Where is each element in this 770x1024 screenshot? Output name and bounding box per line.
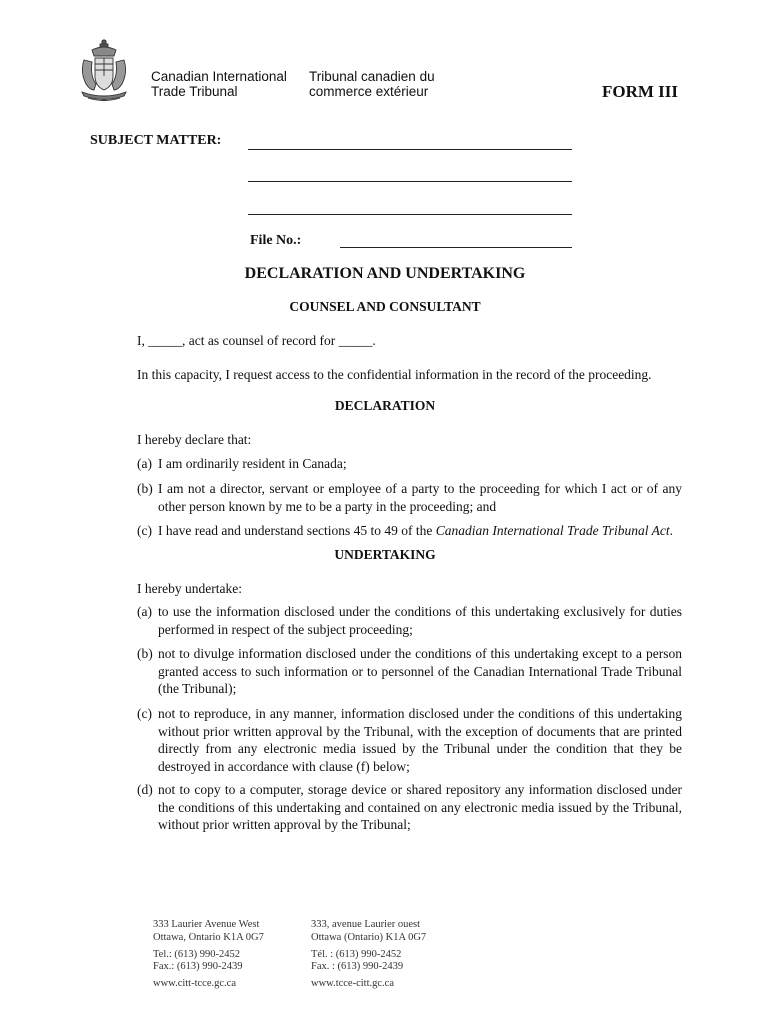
org-name-fr	[309, 69, 435, 99]
item-letter: (c)	[137, 523, 152, 538]
item-text: I am ordinarily resident in Canada;	[158, 456, 347, 471]
form-number: FORM III	[602, 82, 679, 101]
file-number-label: File No.:	[250, 233, 302, 248]
access-request-statement: In this capacity, I request access to the confidential information in the record of the proceeding.	[137, 367, 652, 382]
footer-address-fr	[311, 919, 426, 991]
org-name-en	[151, 69, 287, 99]
item-text-suffix: .	[669, 523, 673, 538]
item-letter: (a)	[137, 456, 152, 471]
item-letter: (b)	[137, 481, 153, 496]
org-name-fr-line1: Tribunal canadien du	[309, 69, 435, 84]
footer-website[interactable]: www.citt-tcce.gc.ca	[153, 978, 236, 990]
item-text: not to reproduce, in any manner, information disclosed under the conditions of this undertaking without prior written approval by the Tribunal, with the exception of documents that are printed directly from any electronic media issued by the Tribunal under the condition that they be destroyed in accordance with clause (f) below;	[158, 706, 682, 774]
org-name-en-line1: Canadian International	[151, 69, 287, 84]
file-number-field[interactable]	[340, 229, 572, 246]
item-text: I am not a director, servant or employee of a party to the proceeding for which I act or of any other person known by me to be a party in the proceeding; and	[158, 481, 682, 514]
item-text: not to copy to a computer, storage device or shared repository any information disclosed under the conditions of this undertaking and contained on any electronic media issued by the Tribunal, without prior written approval by the Tribunal;	[158, 782, 682, 832]
item-letter: (a)	[137, 604, 152, 619]
footer-city: Ottawa, Ontario K1A 0G7	[153, 931, 264, 943]
footer-street: 333 Laurier Avenue West	[153, 919, 260, 930]
document-title: DECLARATION AND UNDERTAKING	[244, 265, 526, 282]
item-letter: (b)	[137, 646, 153, 661]
subject-matter-line-2[interactable]	[248, 163, 572, 180]
undertaking-item-c	[137, 705, 682, 775]
item-text: to use the information disclosed under the conditions of this undertaking exclusively for duties performed in respect of the subject proceeding;	[158, 604, 682, 637]
undertaking-item-d	[137, 781, 682, 834]
footer-city: Ottawa (Ontario) K1A 0G7	[311, 931, 427, 943]
org-name-fr-line2: commerce extérieur	[309, 84, 429, 99]
org-name-en-line2: Trade Tribunal	[151, 84, 238, 99]
declaration-item-c	[137, 522, 682, 540]
declaration-item-b	[137, 480, 682, 515]
undertaking-lead: I hereby undertake:	[137, 581, 242, 596]
item-text-prefix: I have read and understand sections 45 to 49 of the	[158, 523, 436, 538]
subject-matter-rule-3	[248, 214, 572, 215]
subject-matter-rule-2	[248, 181, 572, 182]
coat-of-arms-icon	[78, 38, 130, 104]
footer-fax: Fax. : (613) 990-2439	[311, 961, 404, 973]
item-text	[158, 522, 682, 540]
footer-website[interactable]: www.tcce-citt.gc.ca	[311, 978, 394, 990]
item-text: not to divulge information disclosed under the conditions of this undertaking except to a person granted access to such information or to personnel of the Canadian International Trade Tribunal (the Tribunal);	[158, 646, 682, 696]
declaration-lead: I hereby declare that:	[137, 432, 252, 447]
undertaking-heading: UNDERTAKING	[334, 547, 436, 562]
subject-matter-line-1[interactable]	[248, 130, 572, 147]
counsel-statement: I, _____, act as counsel of record for _____.	[137, 333, 376, 348]
declaration-heading: DECLARATION	[334, 398, 436, 413]
undertaking-item-a	[137, 603, 682, 638]
file-number-rule	[340, 247, 572, 248]
footer-address-en	[153, 919, 264, 991]
subject-matter-label: SUBJECT MATTER:	[90, 133, 222, 148]
document-subtitle: COUNSEL AND CONSULTANT	[289, 299, 481, 314]
declaration-item-a	[137, 455, 682, 473]
undertaking-item-b	[137, 645, 682, 698]
item-letter: (c)	[137, 706, 152, 721]
footer-street: 333, avenue Laurier ouest	[311, 919, 421, 930]
item-letter: (d)	[137, 782, 153, 797]
subject-matter-rule-1	[248, 149, 572, 150]
statute-title: Canadian International Trade Tribunal Act	[435, 523, 670, 538]
subject-matter-line-3[interactable]	[248, 196, 572, 213]
footer-telephone: Tel.: (613) 990-2452	[153, 948, 241, 960]
footer-telephone: Tél. : (613) 990-2452	[311, 948, 402, 960]
footer-fax: Fax.: (613) 990-2439	[153, 961, 243, 973]
